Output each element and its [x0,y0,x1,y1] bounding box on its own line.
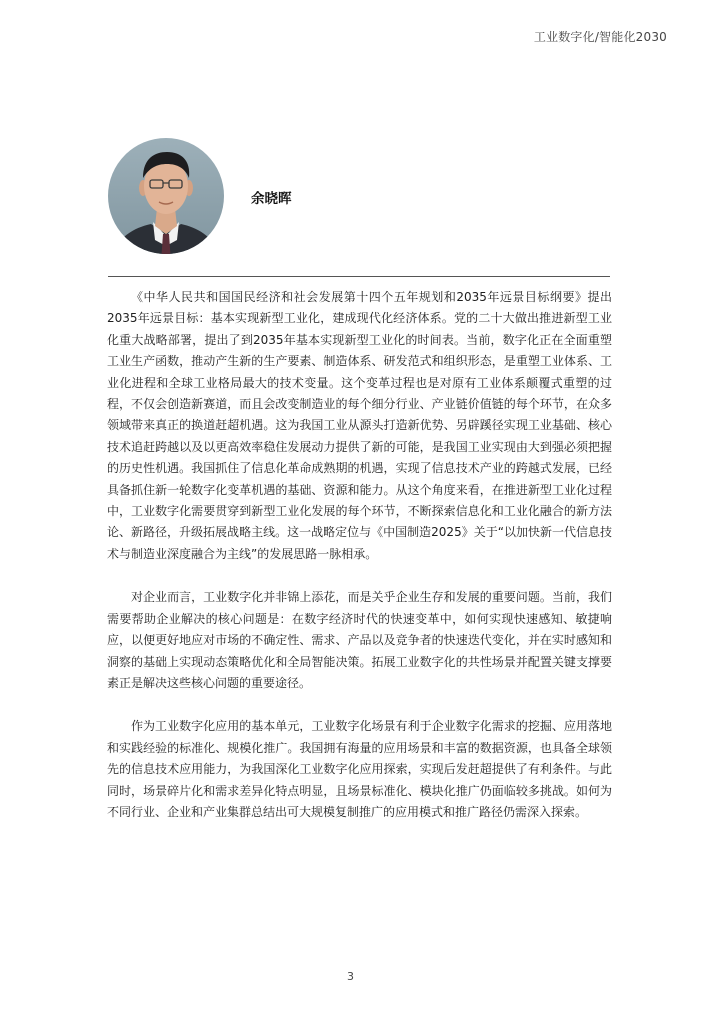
author-portrait [107,130,225,262]
paragraph-2: 对企业而言，工业数字化并非锦上添花，而是关乎企业生存和发展的重要问题。当前，我们需要帮助企业解决的核心问题是：在数字经济时代的快速变革中，如何实现快速感知、敏捷响应，以便更好地应对市场的不确定性、需求、产品以及竞争者的快速迭代变化，并在实时感知和洞察的基础上实现动态策略优化和全局智能决策。拓展工业数字化的共性场景并配置关键支撑要素正是解决这些核心问题的重要途径。 [107,590,612,690]
author-name: 余晓晖 [251,191,292,207]
article-body [107,287,612,845]
paragraph-3: 作为工业数字化应用的基本单元，工业数字化场景有利于企业数字化需求的挖掘、应用落地和实践经验的标准化、规模化推广。我国拥有海量的应用场景和丰富的数据资源，也具备全球领先的信息技术应用能力，为我国深化工业数字化应用探索，实现后发赶超提供了有利条件。与此同时，场景碎片化和需求差异化特点明显，且场景标准化、模块化推广仍面临较多挑战。如何为不同行业、企业和产业集群总结出可大规模复制推广的应用模式和推广路径仍需深入探索。 [107,719,612,819]
running-header: 工业数字化/智能化2030 [533,30,667,44]
section-divider [108,276,610,277]
author-portrait-icon [107,130,225,262]
page-number: 3 [347,970,354,983]
paragraph-1: 《中华人民共和国国民经济和社会发展第十四个五年规划和2035年远景目标纲要》提出2035年远景目标：基本实现新型工业化，建成现代化经济体系。党的二十大做出推进新型工业化重大战略部署，提出了到2035年基本实现新型工业化的时间表。当前，数字化正在全面重塑工业生产函数，推动产生新的生产要素、制造体系、研发范式和组织形态，是重塑工业体系、工业化进程和全球工业格局最大的技术变量。这个变革过程也是对原有工业体系颠覆式重塑的过程，不仅会创造新赛道，而且会改变制造业的每个细分行业、产业链价值链的每个环节，在众多领域带来真正的换道赶超机遇。这为我国工业从源头打造新优势、另辟蹊径实现工业基础、核心技术追赶跨越以及以更高效率稳住发展动力提供了新的可能，是我国工业实现由大到强必须把握的历史性机遇。我国抓住了信息化革命成熟期的机遇，实现了信息技术产业的跨越式发展，已经具备抓住新一轮数字化变革机遇的基础、资源和能力。从这个角度来看，在推进新型工业化过程中，工业数字化需要贯穿到新型工业化发展的每个环节，不断探索信息化和工业化融合的新方法论、新路径，升级拓展战略主线。这一战略定位与《中国制造2025》关于“以加快新一代信息技术与制造业深度融合为主线”的发展思路一脉相承。 [107,290,612,561]
